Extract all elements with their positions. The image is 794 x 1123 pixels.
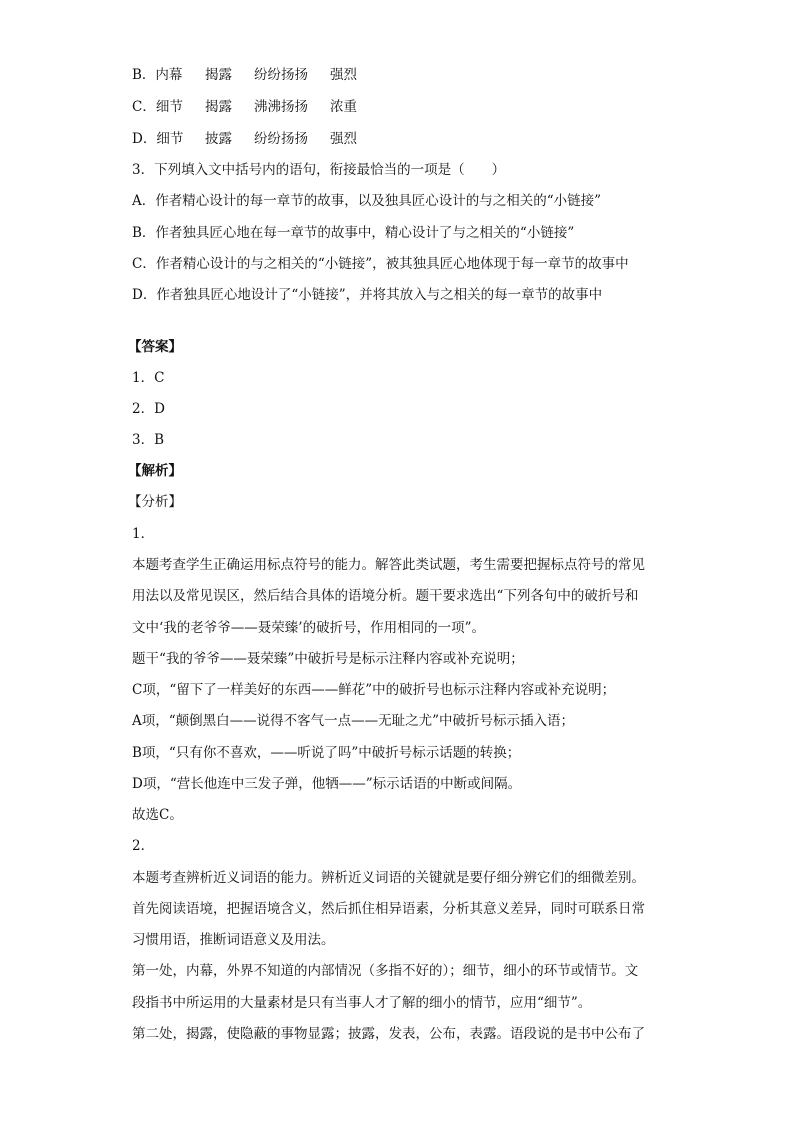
analysis-line: 首先阅读语境，把握语境含义，然后抓住相异语素，分析其意义差异，同时可联系日常	[132, 901, 645, 917]
q3-option-b: B．作者独具匠心地在每一章节的故事中，精心设计了与之相关的“小链接”	[132, 225, 575, 241]
q2-option-d	[132, 130, 672, 148]
option-letter-and-word1	[132, 98, 205, 116]
analysis-line: 题干“我的爷爷——聂荣臻”中破折号是标示注释内容或补充说明；	[132, 651, 524, 667]
option-word: 强烈	[330, 131, 357, 147]
option-letter: D．	[132, 131, 157, 147]
analysis-subheading: 【分析】	[128, 494, 182, 510]
option-word: 揭露	[205, 99, 232, 115]
option-word: 细节	[156, 131, 184, 147]
analysis-line: 第二处，揭露，使隐蔽的事物显露；披露，发表，公布，表露。语段说的是书中公布了	[132, 1026, 645, 1042]
answer-heading: 【答案】	[128, 339, 182, 355]
answer-item: 2．D	[132, 401, 165, 417]
q2-option-b	[132, 66, 672, 84]
answer-item: 1．C	[132, 370, 165, 386]
analysis-line: 文中‘我的老爷爷——聂荣臻’的破折号，作用相同的一项”。	[132, 620, 485, 636]
q3-option-d: D．作者独具匠心地设计了“小链接”，并将其放入与之相关的每一章节的故事中	[132, 287, 603, 303]
option-word: 内幕	[155, 67, 183, 83]
option-word: 细节	[155, 99, 183, 115]
q3-option-c: C．作者精心设计的与之相关的“小链接”，被其独具匠心地体现于每一章节的故事中	[132, 256, 629, 272]
q3-option-a: A．作者精心设计的每一章节的故事，以及独具匠心设计的与之相关的“小链接”	[132, 193, 602, 209]
analysis-line: 本题考查学生正确运用标点符号的能力。解答此类试题，考生需要把握标点符号的常见	[132, 557, 645, 573]
analysis-line: 第一处，内幕，外界不知道的内部情况（多指不好的）；细节，细小的环节或情节。文	[132, 963, 639, 979]
analysis-line: D项，“营长他连中三发子弹，他牺——”标示话语的中断或间隔。	[132, 776, 522, 792]
analysis-line: 故选C。	[132, 807, 183, 823]
analysis-line: C项，“留下了一样美好的东西——鲜花”中的破折号也标示注释内容或补充说明；	[132, 682, 616, 698]
analysis-line: 本题考查辨析近义词语的能力。辨析近义词语的关键就是要仔细分辨它们的细微差别。	[132, 870, 645, 886]
option-word: 浓重	[330, 99, 357, 115]
option-word: 纷纷扬扬	[254, 131, 308, 147]
analysis-line: B项，“只有你不喜欢，——听说了吗”中破折号标示话题的转换；	[132, 745, 521, 761]
analysis-line: A项，“颠倒黑白——说得不客气一点——无耻之尤”中破折号标示插入语；	[132, 713, 575, 729]
analysis-heading: 【解析】	[128, 463, 182, 479]
option-word: 沸沸扬扬	[254, 99, 308, 115]
option-word: 强烈	[330, 67, 357, 83]
analysis-line: 用法以及常见误区，然后结合具体的语境分析。题干要求选出“下列各句中的破折号和	[132, 588, 639, 604]
analysis-line: 习惯用语，推断词语意义及用法。	[132, 932, 335, 948]
option-word: 披露	[205, 131, 232, 147]
analysis-line: 1．	[132, 526, 155, 542]
option-letter-and-word1	[132, 66, 205, 84]
option-word: 揭露	[205, 67, 232, 83]
analysis-line: 2．	[132, 838, 155, 854]
q2-option-c	[132, 98, 672, 116]
option-letter: C．	[132, 99, 156, 115]
option-letter-and-word1	[132, 130, 205, 148]
answer-item: 3．B	[132, 432, 165, 448]
option-letter: B．	[132, 67, 156, 83]
analysis-line: 段指书中所运用的大量素材是只有当事人才了解的细小的情节，应用“细节”。	[132, 995, 592, 1011]
option-word: 纷纷扬扬	[254, 67, 308, 83]
question-3-stem: 3．下列填入文中括号内的语句，衔接最恰当的一项是（ ）	[132, 162, 506, 178]
